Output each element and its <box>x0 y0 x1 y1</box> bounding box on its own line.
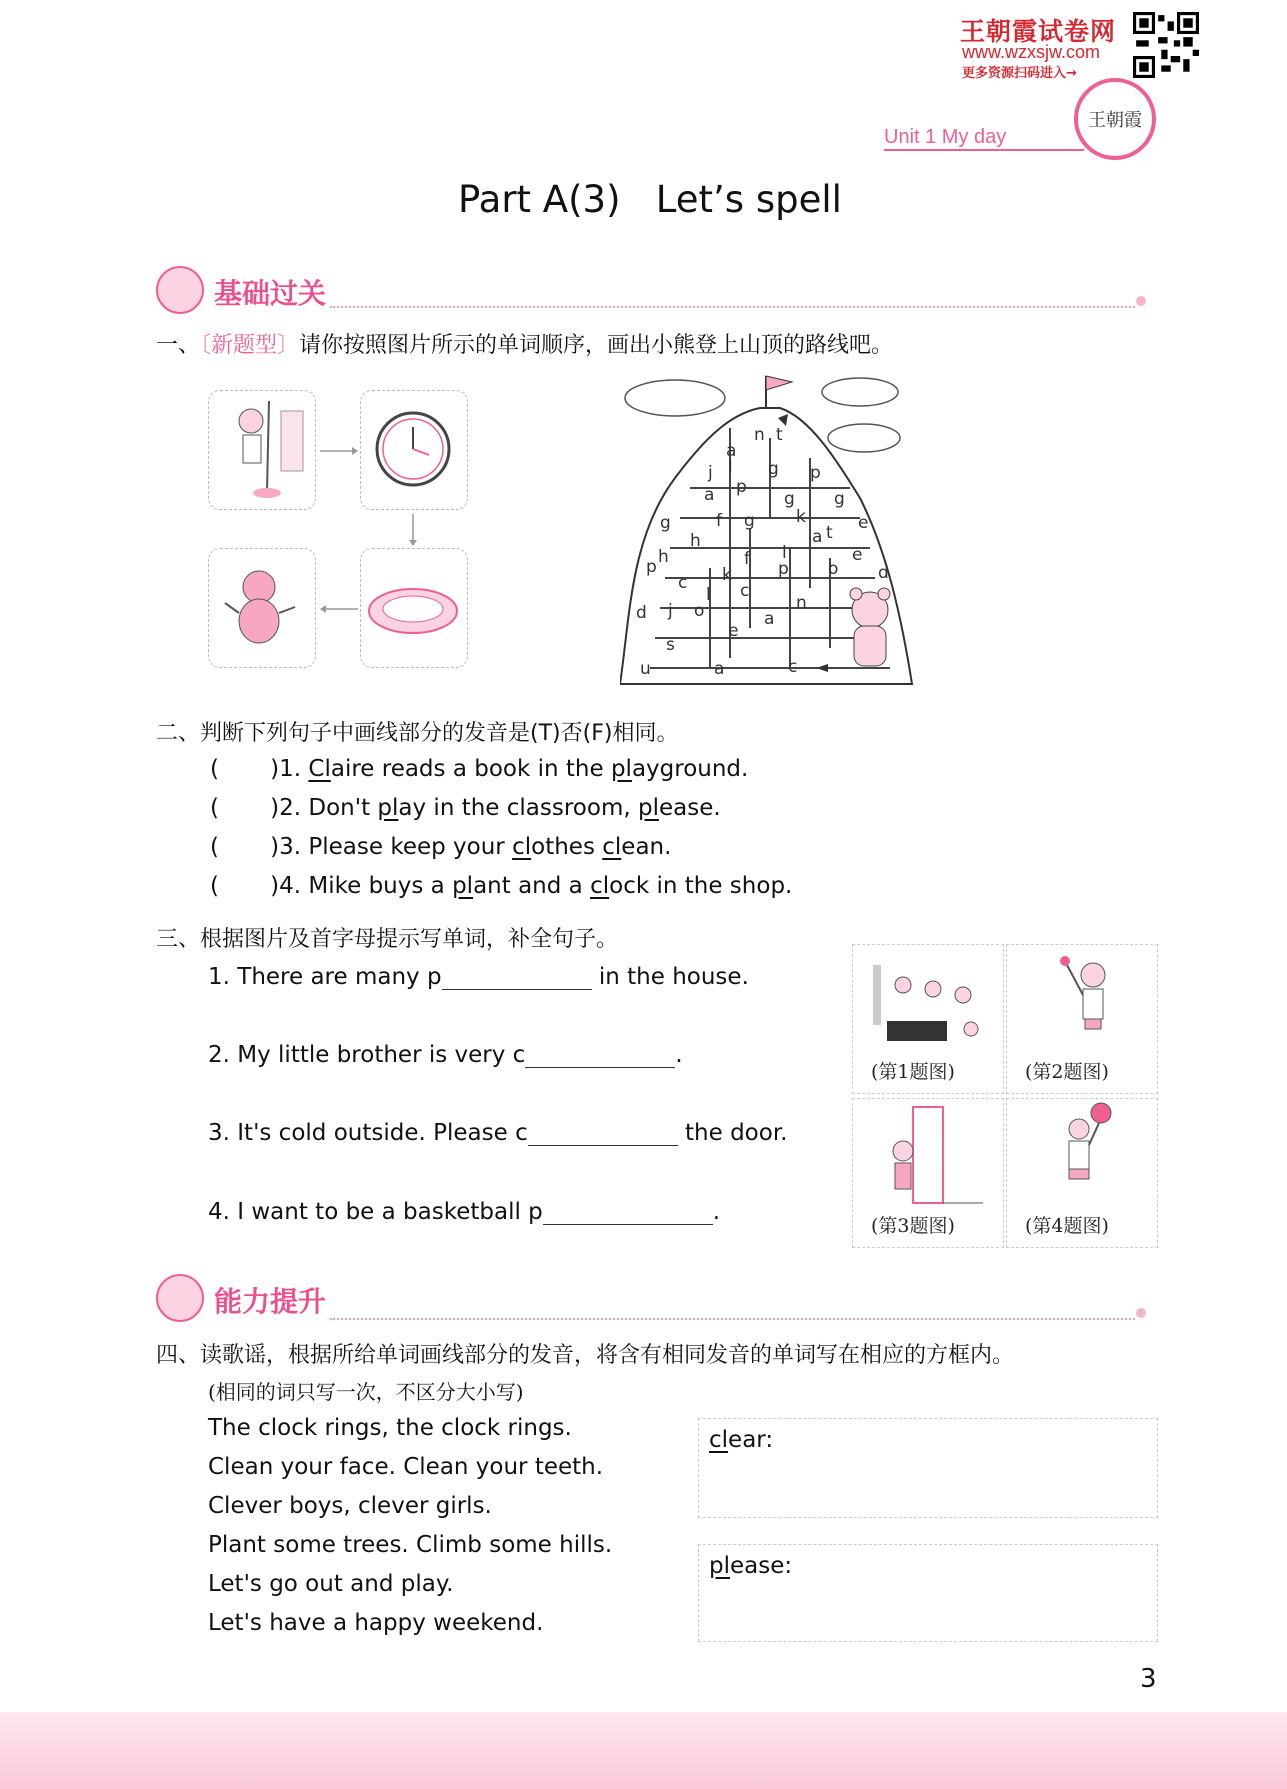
page-footer-band <box>0 1712 1287 1789</box>
svg-text:o: o <box>694 601 705 621</box>
svg-text:j: j <box>668 601 673 621</box>
caption: (第2题图) <box>1025 1061 1109 1083</box>
svg-text:h: h <box>690 531 701 551</box>
svg-text:t: t <box>776 425 783 445</box>
section-title-basic: 基础过关 <box>214 277 327 310</box>
svg-text:e: e <box>728 621 739 641</box>
picture-mop-floor <box>208 390 316 510</box>
svg-text:o: o <box>828 559 839 579</box>
caption: (第1题图) <box>871 1061 955 1083</box>
maze-mountain <box>620 368 920 692</box>
unit-label: Unit 1 My day <box>884 126 1007 148</box>
answer-blank[interactable] <box>525 1041 675 1068</box>
rhyme-text <box>208 1409 612 1643</box>
svg-text:n: n <box>796 593 807 613</box>
svg-text:f: f <box>716 511 722 531</box>
svg-text:c: c <box>678 573 688 593</box>
answer-box-please[interactable] <box>698 1544 1158 1642</box>
answer-blank[interactable] <box>528 1119 678 1146</box>
svg-text:k: k <box>722 565 732 585</box>
q3-item-4: 4. I want to be a basketball p . <box>208 1199 721 1225</box>
svg-text:d: d <box>636 603 647 623</box>
q2-item-1: ( )1. Claire reads a book in the playground. <box>210 756 749 782</box>
svg-text:l: l <box>782 543 787 563</box>
q2-item-2: ( )2. Don't play in the classroom, please. <box>210 795 721 821</box>
caption: (第4题图) <box>1025 1215 1109 1237</box>
arrow-down-icon <box>406 512 420 548</box>
brand-seal-logo: 王朝霞 <box>1074 78 1156 160</box>
svg-text:c: c <box>788 657 798 677</box>
rhyme-line: Let's have a happy weekend. <box>208 1610 544 1636</box>
svg-text:a: a <box>764 609 775 629</box>
svg-text:a: a <box>726 441 737 461</box>
question-4-prompt: 四、读歌谣，根据所给单词画线部分的发音，将含有相同发音的单词写在相应的方框内。 <box>156 1343 1015 1368</box>
answer-blank[interactable] <box>442 963 592 990</box>
q2-item-3: ( )3. Please keep your clothes clean. <box>210 834 672 860</box>
svg-text:p: p <box>778 559 789 579</box>
rhyme-line: Clean your face. Clean your teeth. <box>208 1454 604 1480</box>
question-2-prompt: 二、判断下列句子中画线部分的发音是(T)否(F)相同。 <box>156 721 679 746</box>
svg-text:a: a <box>704 485 715 505</box>
q3-item-2: 2. My little brother is very c . <box>208 1042 683 1068</box>
section-divider <box>330 1318 1135 1320</box>
section-avatar-icon <box>156 266 204 314</box>
svg-text:h: h <box>658 547 669 567</box>
page-title: Part A(3) Let’s spell <box>458 178 842 221</box>
caption: (第3题图) <box>871 1215 955 1237</box>
svg-text:p: p <box>810 463 821 483</box>
picture-clock <box>360 390 468 510</box>
svg-text:a: a <box>714 659 725 679</box>
svg-text:g: g <box>744 511 755 531</box>
answer-box-label: clear: <box>709 1427 774 1453</box>
q3-item-1: 1. There are many p in the house. <box>208 964 749 990</box>
svg-text:p: p <box>646 557 657 577</box>
svg-text:p: p <box>736 477 747 497</box>
svg-text:j: j <box>708 463 713 483</box>
brand-name: 王朝霞试卷网 <box>960 17 1117 46</box>
svg-text:u: u <box>640 659 651 679</box>
svg-text:l: l <box>728 457 733 477</box>
svg-text:s: s <box>666 635 675 655</box>
svg-text:d: d <box>878 563 889 583</box>
q3-picture-2 <box>1006 944 1158 1094</box>
svg-text:a: a <box>812 527 823 547</box>
svg-text:e: e <box>858 513 869 533</box>
answer-blank[interactable] <box>543 1198 713 1225</box>
svg-text:g: g <box>660 513 671 533</box>
arrow-left-icon <box>318 602 360 616</box>
q3-item-3: 3. It's cold outside. Please c the door. <box>208 1120 788 1146</box>
svg-text:c: c <box>740 581 750 601</box>
unit-underline <box>884 149 1084 151</box>
svg-text:l: l <box>706 585 711 605</box>
q2-item-4: ( )4. Mike buys a plant and a clock in the shop. <box>210 873 793 899</box>
rhyme-line: The clock rings, the clock rings. <box>208 1415 572 1441</box>
section-avatar-icon <box>156 1274 204 1322</box>
section-divider-dot <box>1136 1308 1146 1318</box>
section-divider <box>330 306 1135 308</box>
picture-girl-character <box>208 548 316 668</box>
question-1-prompt: 一、〔新题型〕请你按照图片所示的单词顺序，画出小熊登上山顶的路线吧。 <box>156 333 894 358</box>
arrow-right-icon <box>318 444 360 458</box>
section-title-advanced: 能力提升 <box>214 1285 327 1318</box>
svg-text:k: k <box>796 507 806 527</box>
svg-text:g: g <box>784 489 795 509</box>
svg-text:g: g <box>834 489 845 509</box>
q3-picture-3 <box>852 1098 1004 1248</box>
brand-more-text: 更多资源扫码进入→ <box>962 66 1077 81</box>
question-3-prompt: 三、根据图片及首字母提示写单词，补全句子。 <box>156 927 619 952</box>
question-4-note: (相同的词只写一次，不区分大小写) <box>208 1380 524 1404</box>
svg-text:f: f <box>744 549 750 569</box>
answer-box-clear[interactable] <box>698 1418 1158 1518</box>
picture-plate <box>360 548 468 668</box>
answer-box-label: please: <box>709 1553 793 1579</box>
svg-text:n: n <box>754 425 765 445</box>
svg-text:e: e <box>852 545 863 565</box>
rhyme-line: Let's go out and play. <box>208 1571 454 1597</box>
qr-code-icon <box>1133 12 1199 78</box>
rhyme-line: Plant some trees. Climb some hills. <box>208 1532 613 1558</box>
q3-picture-1 <box>852 944 1004 1094</box>
brand-url: www.wzxsjw.com <box>962 42 1101 62</box>
page-number: 3 <box>1140 1664 1157 1694</box>
svg-text:t: t <box>826 523 833 543</box>
rhyme-line: Clever boys, clever girls. <box>208 1493 492 1519</box>
svg-text:g: g <box>768 459 779 479</box>
section-divider-dot <box>1136 296 1146 306</box>
q3-picture-4 <box>1006 1098 1158 1248</box>
